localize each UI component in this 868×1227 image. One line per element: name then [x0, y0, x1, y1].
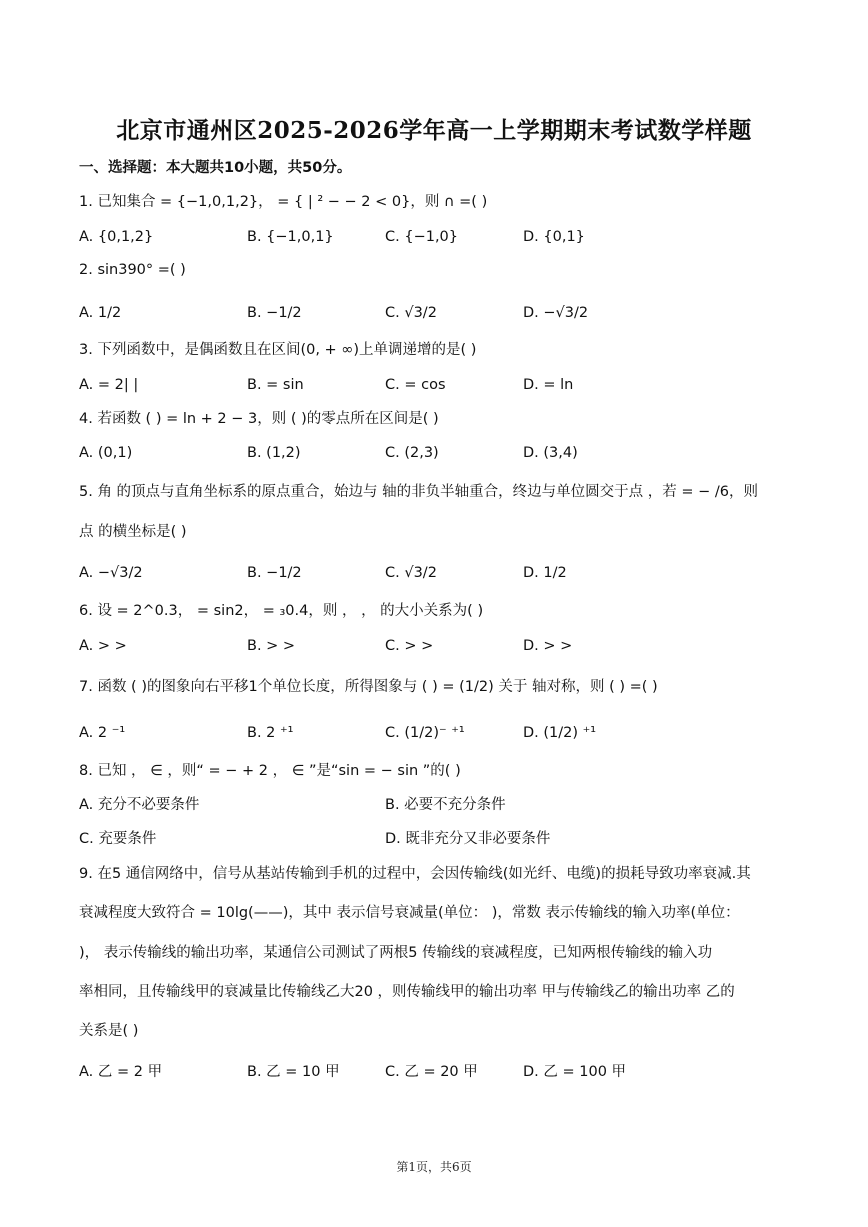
q5-option-a: A. −√3/2	[79, 565, 143, 581]
q8-option-a: A. 充分不必要条件	[79, 797, 200, 813]
q4-option-d: D. (3,4)	[523, 445, 578, 461]
q1-option-d: D. {0,1}	[523, 229, 585, 245]
question-5-stem-line-2: 点 的横坐标是( )	[79, 524, 187, 540]
question-4-stem: 4. 若函数 ( ) = ln + 2 − 3，则 ( )的零点所在区间是( )	[79, 411, 439, 427]
q8-option-c: C. 充要条件	[79, 831, 157, 847]
q1-option-b: B. {−1,0,1}	[247, 229, 334, 245]
q6-option-b: B. > >	[247, 638, 296, 654]
question-9-stem-line-2: 衰减程度大致符合 = 10lg(——)，其中 表示信号衰减量(单位： )，常数 表示传输线的输入功率(单位：	[79, 905, 740, 921]
q2-option-c: C. √3/2	[385, 305, 437, 321]
question-8-stem: 8. 已知 ， ∈ ，则“ = − + 2 ， ∈ ”是“sin = − sin ”的( )	[79, 763, 461, 779]
q4-option-b: B. (1,2)	[247, 445, 301, 461]
q3-option-a: A. = 2| |	[79, 377, 139, 393]
section-heading: 一、选择题：本大题共10小题，共50分。	[79, 160, 352, 176]
page-title: 北京市通州区2025-2026学年高一上学期期末考试数学样题	[116, 117, 752, 144]
question-5-stem-line-1: 5. 角 的顶点与直角坐标系的原点重合，始边与 轴的非负半轴重合，终边与单位圆交于点 ，若 = − /6，则	[79, 484, 759, 500]
q1-option-a: A. {0,1,2}	[79, 229, 154, 245]
q3-option-c: C. = cos	[385, 377, 446, 393]
q7-option-c: C. (1/2)⁻ ⁺¹	[385, 725, 465, 741]
question-6-stem: 6. 设 = 2^0.3， = sin2， = ₃0.4，则 ， ， 的大小关系为( )	[79, 603, 484, 619]
question-3-stem: 3. 下列函数中，是偶函数且在区间(0, + ∞)上单调递增的是( )	[79, 342, 477, 358]
q3-option-d: D. = ln	[523, 377, 574, 393]
q6-option-d: D. > >	[523, 638, 573, 654]
q7-option-a: A. 2 ⁻¹	[79, 725, 126, 741]
q9-option-a: A. 乙 = 2 甲	[79, 1064, 163, 1080]
q6-option-c: C. > >	[385, 638, 434, 654]
q4-option-a: A. (0,1)	[79, 445, 133, 461]
q5-option-c: C. √3/2	[385, 565, 437, 581]
q9-option-c: C. 乙 = 20 甲	[385, 1064, 478, 1080]
q4-option-c: C. (2,3)	[385, 445, 439, 461]
q7-option-b: B. 2 ⁺¹	[247, 725, 294, 741]
page-footer: 第1页，共6页	[396, 1160, 472, 1174]
q6-option-a: A. > >	[79, 638, 127, 654]
question-9-stem-line-4: 率相同，且传输线甲的衰减量比传输线乙大20 ，则传输线甲的输出功率 甲与传输线乙的输出功率 乙的	[79, 984, 735, 1000]
question-9-stem-line-5: 关系是( )	[79, 1023, 139, 1039]
q9-option-d: D. 乙 = 100 甲	[523, 1064, 627, 1080]
question-2-stem: 2. sin390° =( )	[79, 262, 186, 278]
q1-option-c: C. {−1,0}	[385, 229, 459, 245]
q3-option-b: B. = sin	[247, 377, 304, 393]
q2-option-d: D. −√3/2	[523, 305, 589, 321]
q7-option-d: D. (1/2) ⁺¹	[523, 725, 597, 741]
q5-option-b: B. −1/2	[247, 565, 302, 581]
question-9-stem-line-3: )， 表示传输线的输出功率，某通信公司测试了两根5 传输线的衰减程度，已知两根传输线的输入功	[79, 945, 713, 961]
q8-option-b: B. 必要不充分条件	[385, 797, 506, 813]
q5-option-d: D. 1/2	[523, 565, 567, 581]
q2-option-a: A. 1/2	[79, 305, 122, 321]
question-7-stem: 7. 函数 ( )的图象向右平移1个单位长度，所得图象与 ( ) = (1/2) 关于 轴对称，则 ( ) =( )	[79, 679, 658, 695]
q8-option-d: D. 既非充分又非必要条件	[385, 831, 551, 847]
q2-option-b: B. −1/2	[247, 305, 302, 321]
question-9-stem-line-1: 9. 在5 通信网络中，信号从基站传输到手机的过程中，会因传输线(如光纤、电缆)的损耗导致功率衰减.其	[79, 866, 751, 882]
q9-option-b: B. 乙 = 10 甲	[247, 1064, 340, 1080]
question-1-stem: 1. 已知集合 = {−1,0,1,2}， = { | ² − − 2 < 0}，则 ∩ =( )	[79, 194, 488, 210]
